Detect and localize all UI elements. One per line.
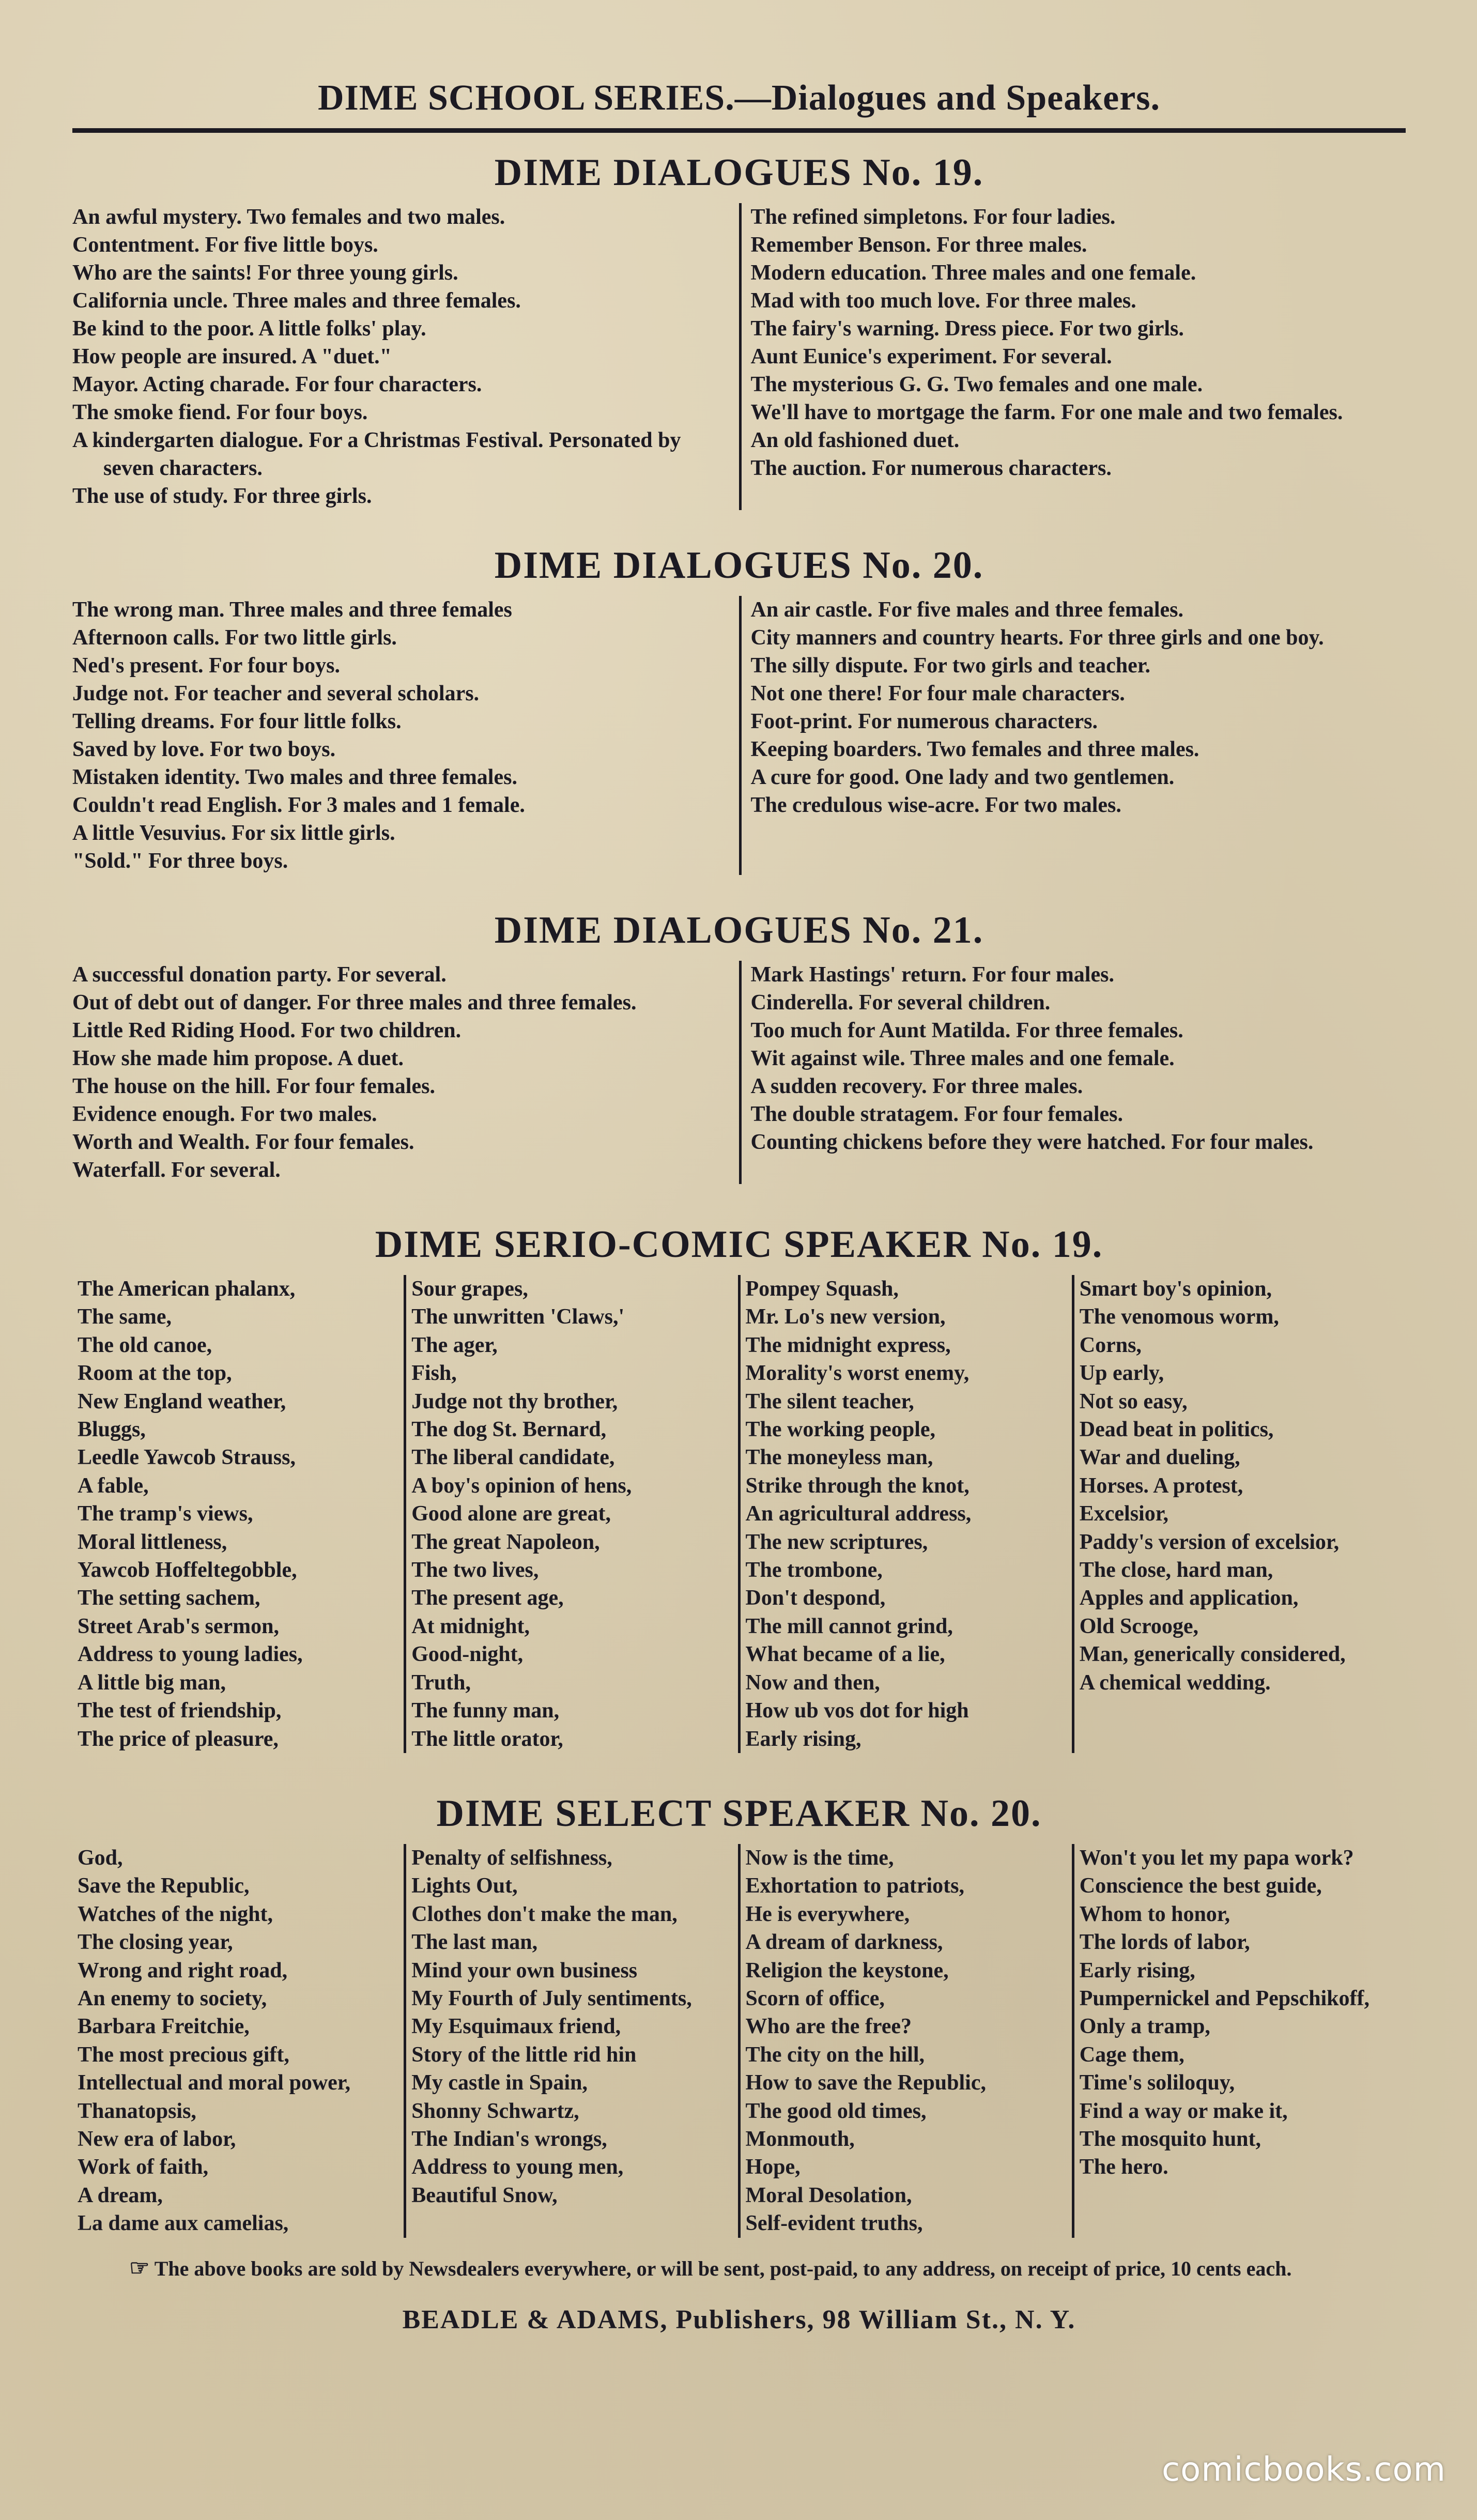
title-entry: The great Napoleon, [411, 1530, 600, 1554]
section-title: DIME SELECT SPEAKER No. 20. [436, 1792, 1042, 1835]
title-entry: The silent teacher, [745, 1389, 914, 1413]
title-entry: The most precious gift, [78, 2042, 289, 2067]
column-right [739, 596, 1406, 875]
title-entry: The trombone, [745, 1558, 883, 1582]
title-entry: The credulous wise-acre. For two males. [750, 793, 1121, 817]
title-entry: The auction. For numerous characters. [750, 456, 1112, 480]
title-entry: Strike through the knot, [745, 1473, 970, 1498]
title-entry: Barbara Freitchie, [78, 2015, 250, 2039]
title-entry: Shonny Schwartz, [411, 2099, 579, 2123]
title-entry: Early rising, [745, 1727, 861, 1751]
section-serio-comic-speaker-19 [72, 1225, 1406, 1753]
section-title: DIME DIALOGUES No. 19. [494, 151, 984, 194]
sales-notice [72, 2253, 1406, 2284]
title-entry: Mad with too much love. For three males. [750, 289, 1136, 313]
section-title: DIME SERIO-COMIC SPEAKER No. 19. [375, 1223, 1103, 1266]
title-entry: A kindergarten dialogue. For a Christmas Festival. Personated by seven characters. [72, 428, 681, 480]
title-entry: Sour grapes, [411, 1277, 528, 1301]
title-entry: Horses. A protest, [1079, 1473, 1243, 1498]
title-entry: Early rising, [1079, 1958, 1195, 1983]
catalog-page [72, 78, 1406, 2335]
title-entry: Work of faith, [78, 2155, 209, 2179]
title-entry: Dead beat in politics, [1079, 1418, 1274, 1442]
title-entry: Judge not thy brother, [411, 1389, 618, 1413]
title-entry: Don't despond, [745, 1586, 886, 1610]
section-dime-dialogues-19 [72, 153, 1406, 510]
column-3 [738, 1844, 1072, 2238]
section-columns [72, 203, 1406, 510]
title-entry: The city on the hill, [745, 2042, 925, 2067]
title-entry: City manners and country hearts. For three girls and one boy. [750, 626, 1324, 650]
title-entry: Cage them, [1079, 2042, 1184, 2067]
title-entry: Ned's present. For four boys. [72, 654, 341, 678]
column-4 [1072, 1275, 1406, 1753]
title-entry: The mill cannot grind, [745, 1614, 953, 1638]
title-entry: The closing year, [78, 1930, 233, 1955]
title-entry: The fairy's warning. Dress piece. For two girls. [750, 317, 1184, 341]
title-entry: Afternoon calls. For two little girls. [72, 626, 397, 650]
column-1 [72, 1844, 404, 2238]
title-entry: My Esquimaux friend, [411, 2015, 621, 2039]
section-dime-dialogues-21 [72, 911, 1406, 1184]
title-entry: Mayor. Acting charade. For four characters. [72, 373, 482, 396]
title-entry: Moral littleness, [78, 1530, 227, 1554]
title-entry: Morality's worst enemy, [745, 1361, 970, 1386]
title-entry: War and dueling, [1079, 1446, 1240, 1470]
title-entry: Address to young ladies, [78, 1642, 303, 1667]
title-entry: How people are insured. A "duet." [72, 345, 392, 368]
title-entry: Remember Benson. For three males. [750, 233, 1087, 257]
column-1 [72, 1275, 404, 1753]
title-entry: A chemical wedding. [1079, 1670, 1271, 1695]
title-entry: Excelsior, [1079, 1502, 1169, 1526]
title-entry: The good old times, [745, 2099, 927, 2123]
title-entry: Now and then, [745, 1670, 880, 1695]
title-entry: Good-night, [411, 1642, 524, 1667]
title-entry: Watches of the night, [78, 1902, 273, 1926]
title-entry: At midnight, [411, 1614, 530, 1638]
title-entry: An enemy to society, [78, 1986, 267, 2010]
title-entry: Smart boy's opinion, [1079, 1277, 1272, 1301]
title-entry: New England weather, [78, 1389, 286, 1413]
title-entry: Time's soliloquy, [1079, 2071, 1235, 2095]
section-title: DIME DIALOGUES No. 21. [494, 909, 984, 951]
section-columns [72, 1844, 1406, 2238]
title-entry: Intellectual and moral power, [78, 2071, 351, 2095]
title-entry: The ager, [411, 1333, 498, 1357]
title-entry: Penalty of selfishness, [411, 1846, 612, 1870]
title-entry: Keeping boarders. Two females and three males. [750, 737, 1199, 761]
title-entry: Counting chickens before they were hatched. For four males. [750, 1130, 1314, 1154]
title-entry: The tramp's views, [78, 1502, 253, 1526]
title-entry: Wit against wile. Three males and one female. [750, 1047, 1175, 1070]
title-entry: What became of a lie, [745, 1642, 945, 1667]
title-entry: A cure for good. One lady and two gentlemen. [750, 765, 1175, 789]
title-entry: A dream, [78, 2183, 163, 2207]
title-entry: The moneyless man, [745, 1446, 933, 1470]
title-entry: An awful mystery. Two females and two males. [72, 205, 505, 229]
title-entry: The last man, [411, 1930, 538, 1955]
title-entry: Exhortation to patriots, [745, 1874, 964, 1898]
column-right [739, 203, 1406, 510]
title-entry: The smoke fiend. For four boys. [72, 401, 368, 424]
title-entry: Find a way or make it, [1079, 2099, 1288, 2123]
watermark: comicbooks.com [1161, 2451, 1446, 2489]
title-entry: Save the Republic, [78, 1874, 250, 1898]
title-entry: A little Vesuvius. For six little girls. [72, 821, 395, 845]
title-entry: An old fashioned duet. [750, 428, 960, 452]
column-left [72, 596, 739, 875]
title-entry: The refined simpletons. For four ladies. [750, 205, 1116, 229]
section-select-speaker-20 [72, 1794, 1406, 2238]
title-entry: How to save the Republic, [745, 2071, 986, 2095]
title-entry: The test of friendship, [78, 1699, 282, 1723]
title-entry: "Sold." For three boys. [72, 849, 288, 873]
title-entry: The working people, [745, 1418, 936, 1442]
title-entry: The mysterious G. G. Two females and one male. [750, 373, 1203, 396]
title-entry: The house on the hill. For four females. [72, 1074, 435, 1098]
title-entry: Mark Hastings' return. For four males. [750, 963, 1114, 987]
notice-text: The above books are sold by Newsdealers everywhere, or will be sent, post-paid, to any address, on receipt of price, 10 cents each. [154, 2256, 1292, 2280]
title-entry: God, [78, 1846, 123, 1870]
title-entry: Judge not. For teacher and several scholars. [72, 682, 480, 705]
title-entry: Yawcob Hoffeltegobble, [78, 1558, 297, 1582]
title-entry: A sudden recovery. For three males. [750, 1074, 1083, 1098]
title-entry: Corns, [1079, 1333, 1142, 1357]
title-entry: Now is the time, [745, 1846, 894, 1870]
title-entry: Address to young men, [411, 2155, 624, 2179]
column-left [72, 203, 739, 510]
title-entry: Wrong and right road, [78, 1958, 288, 1983]
title-entry: Hope, [745, 2155, 801, 2179]
title-entry: Story of the little rid hin [411, 2042, 637, 2067]
section-dime-dialogues-20 [72, 546, 1406, 875]
title-entry: The liberal candidate, [411, 1446, 615, 1470]
title-entry: An agricultural address, [745, 1502, 972, 1526]
title-entry: The venomous worm, [1079, 1305, 1279, 1329]
title-entry: Cinderella. For several children. [750, 991, 1051, 1015]
section-columns [72, 596, 1406, 875]
title-entry: The American phalanx, [78, 1277, 296, 1301]
title-entry: The dog St. Bernard, [411, 1418, 607, 1442]
column-2 [404, 1275, 737, 1753]
title-entry: The double stratagem. For four females. [750, 1102, 1124, 1126]
title-entry: Paddy's version of excelsior, [1079, 1530, 1340, 1554]
title-entry: Foot-print. For numerous characters. [750, 710, 1098, 733]
title-entry: The use of study. For three girls. [72, 484, 372, 508]
title-entry: Saved by love. For two boys. [72, 737, 336, 761]
title-entry: Religion the keystone, [745, 1958, 949, 1983]
title-entry: Who are the saints! For three young girls. [72, 261, 458, 285]
title-entry: Good alone are great, [411, 1502, 611, 1526]
title-entry: New era of labor, [78, 2127, 236, 2151]
title-entry: Fish, [411, 1361, 457, 1386]
title-entry: Pompey Squash, [745, 1277, 899, 1301]
title-entry: Mistaken identity. Two males and three females. [72, 765, 517, 789]
column-right [739, 961, 1406, 1184]
title-entry: How ub vos dot for high [745, 1699, 969, 1723]
title-entry: Worth and Wealth. For four females. [72, 1130, 414, 1154]
title-entry: My castle in Spain, [411, 2071, 588, 2095]
title-entry: Monmouth, [745, 2127, 855, 2151]
title-entry: Thanatopsis, [78, 2099, 196, 2123]
title-entry: The new scriptures, [745, 1530, 928, 1554]
title-entry: Evidence enough. For two males. [72, 1102, 377, 1126]
title-entry: Telling dreams. For four little folks. [72, 710, 402, 733]
title-entry: A fable, [78, 1473, 149, 1498]
title-entry: Who are the free? [745, 2015, 912, 2039]
title-entry: Old Scrooge, [1079, 1614, 1198, 1638]
title-entry: Waterfall. For several. [72, 1158, 281, 1182]
title-entry: The hero. [1079, 2155, 1168, 2179]
title-entry: A successful donation party. For several. [72, 963, 447, 987]
column-4 [1072, 1844, 1406, 2238]
title-entry: Apples and application, [1079, 1586, 1299, 1610]
title-entry: Couldn't read English. For 3 males and 1 female. [72, 793, 525, 817]
title-entry: Not so easy, [1079, 1389, 1188, 1413]
title-entry: Lights Out, [411, 1874, 518, 1898]
title-entry: The funny man, [411, 1699, 560, 1723]
title-entry: Be kind to the poor. A little folks' play. [72, 317, 426, 341]
title-entry: Little Red Riding Hood. For two children. [72, 1019, 461, 1042]
title-entry: Bluggs, [78, 1418, 146, 1442]
section-columns [72, 961, 1406, 1184]
title-entry: Truth, [411, 1670, 471, 1695]
title-entry: Only a tramp, [1079, 2015, 1210, 2039]
title-entry: The wrong man. Three males and three females [72, 598, 512, 622]
title-entry: Self-evident truths, [745, 2211, 923, 2236]
title-entry: The lords of labor, [1079, 1930, 1250, 1955]
title-entry: The mosquito hunt, [1079, 2127, 1261, 2151]
title-entry: Scorn of office, [745, 1986, 885, 2010]
title-entry: The two lives, [411, 1558, 539, 1582]
title-entry: Up early, [1079, 1361, 1164, 1386]
title-entry: Moral Desolation, [745, 2183, 912, 2207]
section-title: DIME DIALOGUES No. 20. [494, 544, 984, 587]
title-entry: Won't you let my papa work? [1079, 1846, 1354, 1870]
title-entry: Too much for Aunt Matilda. For three females. [750, 1019, 1183, 1042]
title-entry: Pumpernickel and Pepschikoff, [1079, 1986, 1370, 2010]
title-entry: The price of pleasure, [78, 1727, 279, 1751]
title-entry: A boy's opinion of hens, [411, 1473, 632, 1498]
title-entry: A little big man, [78, 1670, 226, 1695]
title-entry: How she made him propose. A duet. [72, 1047, 404, 1070]
title-entry: Man, generically considered, [1079, 1642, 1346, 1667]
title-entry: Beautiful Snow, [411, 2183, 558, 2207]
title-entry: Not one there! For four male characters. [750, 682, 1125, 705]
title-entry: The setting sachem, [78, 1586, 260, 1610]
title-entry: Mind your own business [411, 1958, 638, 1983]
title-entry: The Indian's wrongs, [411, 2127, 607, 2151]
title-entry: The same, [78, 1305, 172, 1329]
title-entry: My Fourth of July sentiments, [411, 1986, 692, 2010]
title-entry: La dame aux camelias, [78, 2211, 289, 2236]
title-entry: Room at the top, [78, 1361, 232, 1386]
title-entry: The present age, [411, 1586, 564, 1610]
column-left [72, 961, 739, 1184]
title-entry: Modern education. Three males and one female. [750, 261, 1196, 285]
column-2 [404, 1844, 737, 2238]
title-entry: The midnight express, [745, 1333, 951, 1357]
title-entry: A dream of darkness, [745, 1930, 943, 1955]
title-entry: Clothes don't make the man, [411, 1902, 678, 1926]
title-entry: The silly dispute. For two girls and teacher. [750, 654, 1151, 678]
title-entry: The old canoe, [78, 1333, 212, 1357]
title-entry: Contentment. For five little boys. [72, 233, 378, 257]
title-entry: Mr. Lo's new version, [745, 1305, 946, 1329]
section-columns [72, 1275, 1406, 1753]
title-entry: Street Arab's sermon, [78, 1614, 279, 1638]
running-head: DIME SCHOOL SERIES.—Dialogues and Speakers. [72, 78, 1406, 133]
title-entry: We'll have to mortgage the farm. For one male and two females. [750, 401, 1343, 424]
publisher-imprint: BEADLE & ADAMS, Publishers, 98 William St., N. Y. [402, 2304, 1076, 2334]
title-entry: He is everywhere, [745, 1902, 910, 1926]
title-entry: The little orator, [411, 1727, 563, 1751]
title-entry: Leedle Yawcob Strauss, [78, 1446, 296, 1470]
column-3 [738, 1275, 1072, 1753]
title-entry: Out of debt out of danger. For three males and three females. [72, 991, 637, 1015]
title-entry: The close, hard man, [1079, 1558, 1273, 1582]
title-entry: Aunt Eunice's experiment. For several. [750, 345, 1112, 368]
title-entry: California uncle. Three males and three females. [72, 289, 521, 313]
title-entry: Conscience the best guide, [1079, 1874, 1322, 1898]
title-entry: Whom to honor, [1079, 1902, 1230, 1926]
pointing-hand-icon: ☞ [129, 2255, 150, 2281]
title-entry: The unwritten 'Claws,' [411, 1305, 625, 1329]
title-entry: An air castle. For five males and three females. [750, 598, 1183, 622]
